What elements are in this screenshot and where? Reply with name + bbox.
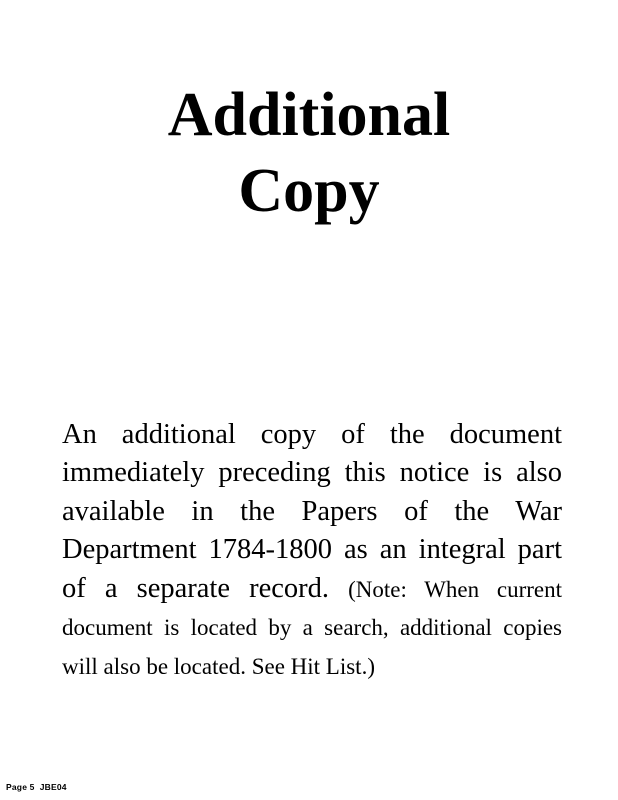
body-note-text: (Note: When current document is located by a search, additional copies will also be located. See Hit List.) <box>62 576 562 679</box>
page-title-line-2: Copy <box>238 156 380 225</box>
body-main-text: An additional copy of the document immediately preceding this notice is also available in the Papers of the War Department 1784-1800 as an integral part of a separate record. <box>62 419 562 604</box>
page-footer: Page 5 JBE04 <box>6 782 67 792</box>
body-paragraph <box>62 416 562 685</box>
page-title-line-1: Additional <box>167 81 451 149</box>
page-title <box>0 78 618 229</box>
body-block <box>62 416 562 685</box>
